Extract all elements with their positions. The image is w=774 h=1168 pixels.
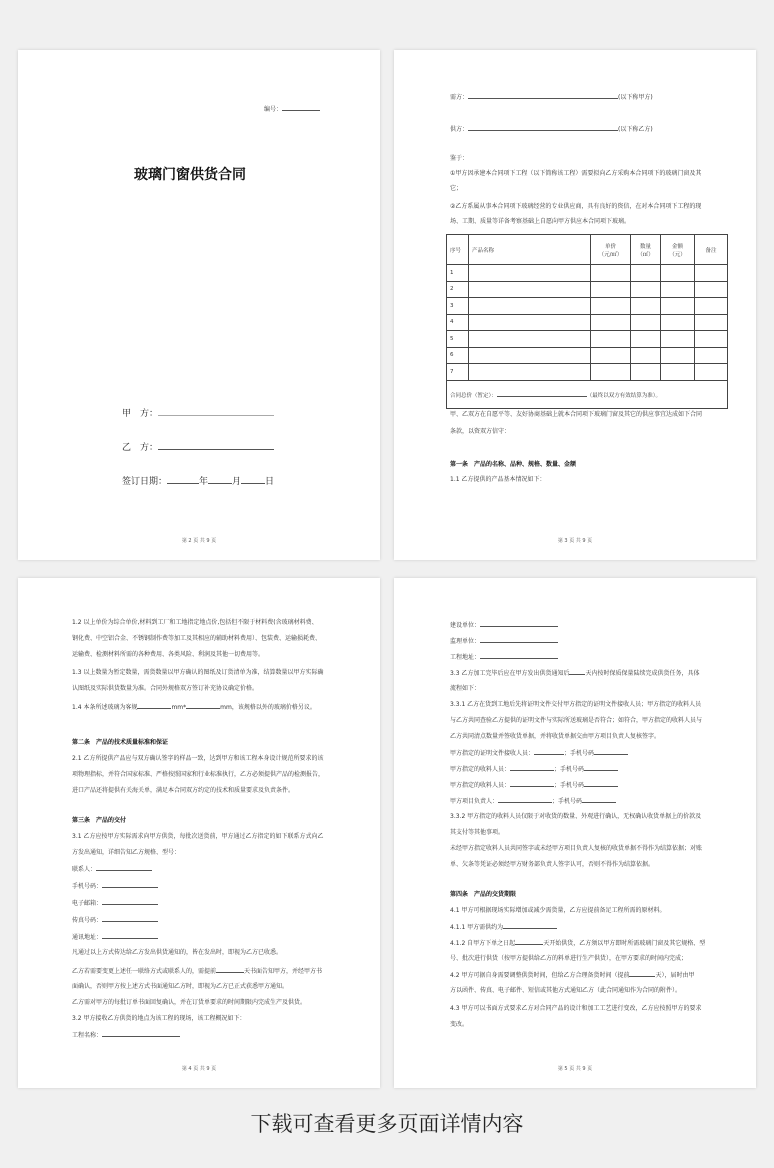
spec-line-2 <box>186 702 220 709</box>
contract-page-4 <box>394 578 756 1088</box>
row-no: 5 <box>447 331 469 348</box>
text-line: 2.1 乙方所提供产品应与双方确认签字的样品一致，达到甲方和该工程本身设计规范所要求的该 <box>72 755 324 762</box>
table-cell <box>591 281 631 298</box>
change-text-a: 乙方若需要变更上述任一联络方式或联系人的，需提前 <box>72 968 217 975</box>
email-line <box>102 898 158 905</box>
table-cell <box>469 364 591 381</box>
agreement-line2: 条款，以资双方信守： <box>450 428 511 435</box>
table-cell <box>631 298 661 315</box>
total-line <box>497 390 587 397</box>
supply-amount-label: 4.1.1 甲方需供约为 <box>450 924 504 931</box>
row-no: 4 <box>447 314 469 331</box>
total-row <box>447 380 728 408</box>
fax-label: 传真号码： <box>72 917 103 924</box>
text-line: 未经甲方指定收料人员共同签字或未经甲方项目负责人复核的收货单据不得作为结算依据；对账 <box>450 845 703 852</box>
change-row <box>72 966 322 976</box>
contact-line <box>96 864 152 871</box>
text-line: 乙方需对甲方的每批订单书面回复确认，并在订货单要求的时间期限内完成生产及供货。 <box>72 999 307 1006</box>
text-line: 3.1 乙方应按甲方实际需求向甲方供货，每批次送货前，甲方通过乙方指定的如下联系方式向乙 <box>72 833 324 840</box>
clause1-line1: ①甲方因承建本合同项下工程（以下简称该工程）需要拟向乙方采购本合同项下的玻璃门窗及其 <box>450 170 702 177</box>
table-cell <box>591 331 631 348</box>
contract-no-label: 编号： <box>264 106 283 113</box>
table-cell <box>469 298 591 315</box>
fax-row <box>72 915 158 925</box>
total-cell <box>447 380 728 408</box>
order-text-b: 天开始供货，乙方须以甲方即时所需玻璃门窗及其它规格、型 <box>543 940 706 947</box>
contract-page-3 <box>18 578 380 1088</box>
text-line: 方发出通知，详细告知乙方规格、型号： <box>72 849 181 856</box>
supplier-line <box>468 124 618 131</box>
text-line: 其支付等其他事项。 <box>450 829 505 836</box>
text-line: 流程如下： <box>450 685 481 692</box>
mobile-line <box>102 881 158 888</box>
construction-unit-row <box>450 620 558 630</box>
text-line: 钢化费、中空铝合金、不锈钢制作费等加工及其相应的辅助材料费用）、包装费、运输损耗费、 <box>72 635 322 642</box>
project-name-row <box>72 1030 180 1040</box>
mobile-label: 手机号码： <box>72 883 103 890</box>
mobile-line <box>582 796 616 803</box>
party-b-row <box>122 440 274 453</box>
table-cell <box>631 347 661 364</box>
supply-amount-line <box>503 922 557 929</box>
address-label: 通讯地址： <box>72 934 103 941</box>
table-cell <box>695 347 728 364</box>
table-cell <box>695 314 728 331</box>
table-cell <box>695 364 728 381</box>
agreement-line1: 甲、乙双方在自愿平等、友好协商基础上就本合同项下玻璃门窗及其它的供应事宜达成如下合同 <box>450 411 703 418</box>
supervision-unit-label: 监理单位： <box>450 638 481 645</box>
text-line: 单、欠条等凭证必须经甲方财务部负责人签字认可，否则不得作为结算依据。 <box>450 861 655 868</box>
supervision-unit-line <box>480 636 558 643</box>
cert-receiver-label: 甲方指定的证明文件接收人员： <box>450 750 535 757</box>
buyer-note: (以下称甲方) <box>618 94 653 101</box>
mobile-line <box>594 748 628 755</box>
table-row <box>447 364 728 381</box>
text-line: 3.3.2 甲方指定的收料人员仅限于对收货的数量、外观进行确认，无权确认收货单据上的价款及 <box>450 813 702 820</box>
receiver2-line <box>510 780 554 787</box>
spec-line-1 <box>137 702 171 709</box>
mobile-label: ；手机号码 <box>554 782 585 789</box>
party-a-row <box>122 406 274 419</box>
order-text-a: 4.1.2 自甲方下单之日起 <box>450 940 516 947</box>
receiver2-label: 甲方指定的收料人员： <box>450 782 511 789</box>
table-cell <box>469 265 591 282</box>
table-cell <box>661 281 695 298</box>
supplier-row <box>450 124 653 134</box>
supply-amount-row <box>450 922 557 932</box>
page-number: 第 4 页 共 9 页 <box>181 1066 217 1072</box>
table-row <box>447 265 728 282</box>
receiver1-line <box>510 764 554 771</box>
contract-no <box>264 104 320 114</box>
total-note: （最终以双方有效结算为准）。 <box>586 392 662 399</box>
contact-row <box>72 864 152 874</box>
row-no: 3 <box>447 298 469 315</box>
table-cell <box>591 347 631 364</box>
table-cell <box>695 281 728 298</box>
month-label: 月 <box>232 477 242 487</box>
order-days-line <box>515 938 543 945</box>
article-1-1: 1.1 乙方提供的产品基本情况如下： <box>450 476 546 483</box>
text-line: 3.3.1 乙方在货到工地后先将证明文件交付甲方指定的证明文件接收人员；甲方指定的收料人员 <box>450 701 702 708</box>
change-text-b: 天书面告知甲方，并经甲方书 <box>244 968 323 975</box>
supervision-unit-row <box>450 636 558 646</box>
cert-receiver-line <box>534 748 564 755</box>
table-cell <box>591 265 631 282</box>
supplier-note: (以下称乙方) <box>618 126 653 133</box>
spec-row <box>72 702 316 712</box>
text-line: 4.1 甲方可根据现场实际增加或减少需货量，乙方应提前备足工程所需的原材料。 <box>450 907 666 914</box>
table-cell <box>695 298 728 315</box>
delivery-days-row <box>450 668 699 678</box>
goods-table <box>446 234 728 409</box>
mobile-line <box>584 780 618 787</box>
page-number: 第 5 页 共 9 页 <box>557 1066 593 1072</box>
spec-label: 1.4 本条所述玻璃为客规 <box>72 704 138 711</box>
project-address-row <box>450 652 558 662</box>
row-no: 1 <box>447 265 469 282</box>
th-name: 产品名称 <box>469 235 591 265</box>
table-row <box>447 347 728 364</box>
text-line: 3.2 甲方接收乙方供货的地点为该工程的现场，该工程概况如下： <box>72 1015 246 1022</box>
year-label: 年 <box>199 477 209 487</box>
table-cell <box>631 281 661 298</box>
delivery-days-line <box>569 668 585 675</box>
receiver1-row <box>450 764 618 774</box>
table-cell <box>631 314 661 331</box>
receiver1-label: 甲方指定的收料人员： <box>450 766 511 773</box>
text-line: 项物理指标，并符合国家标准、严格按照国家和行业标准执行，乙方必须提供产品的检测报告， <box>72 771 325 778</box>
spec-unit: mm* <box>171 704 187 711</box>
th-price: 单价 （元/㎡） <box>591 235 631 265</box>
table-row <box>447 298 728 315</box>
text-line: 4.3 甲方可以书面方式要求乙方对合同产品的设计和加工工艺进行变改，乙方应按照甲方的要求 <box>450 1005 702 1012</box>
pm-line <box>498 796 552 803</box>
page-number: 第 3 页 共 9 页 <box>557 538 593 544</box>
buyer-label: 需方： <box>450 94 469 101</box>
table-cell <box>661 314 695 331</box>
address-line <box>102 932 158 939</box>
table-cell <box>591 298 631 315</box>
article-1-heading: 第一条 产品的名称、品种、规格、数量、金额 <box>450 461 577 468</box>
sign-date-row <box>122 474 274 487</box>
table-cell <box>591 314 631 331</box>
table-header-row <box>447 235 728 265</box>
clause2-line2: 场、工期、质量等详备考察基础上自愿向甲方供应本合同项下玻璃。 <box>450 218 631 225</box>
contract-page-2 <box>394 50 756 560</box>
text-line: 乙方共同清点数量并签收货单据，并将收货单据交由甲方项目负责人复核签字。 <box>450 733 661 740</box>
text-line: 变改。 <box>450 1021 469 1028</box>
sign-date-label: 签订日期： <box>122 477 168 487</box>
party-a-label: 甲 方： <box>122 409 159 419</box>
party-b-label: 乙 方： <box>122 443 159 453</box>
table-cell <box>631 331 661 348</box>
table-cell <box>695 331 728 348</box>
change-days-line <box>216 966 244 973</box>
row-no: 2 <box>447 281 469 298</box>
receiver2-row <box>450 780 618 790</box>
cert-receiver-row <box>450 748 628 758</box>
buyer-row <box>450 92 653 102</box>
pm-label: 甲方项目负责人： <box>450 798 499 805</box>
month-line <box>208 477 232 484</box>
table-cell <box>661 331 695 348</box>
mobile-line <box>584 764 618 771</box>
page-number: 第 2 页 共 9 页 <box>181 538 217 544</box>
fax-line <box>102 915 158 922</box>
adjust-row <box>450 970 694 980</box>
text-line: 凡通过以上方式传达给乙方发出供货通知的，皆在发出时，即视为乙方已收悉。 <box>72 949 283 956</box>
clause1-line2: 它； <box>450 185 463 192</box>
clause2-line1: ②乙方系属从事本合同项下玻璃经营的专业供应商，具有良好的资信，在对本合同项下工程的现 <box>450 203 702 210</box>
table-row <box>447 314 728 331</box>
email-label: 电子邮箱： <box>72 900 103 907</box>
table-cell <box>469 347 591 364</box>
email-row <box>72 898 158 908</box>
table-row <box>447 281 728 298</box>
text-line: 进口产品还将提供有关海关单，满足本合同双方约定的技术和质量要求及负责条件。 <box>72 787 295 794</box>
construction-unit-label: 建设单位： <box>450 622 481 629</box>
table-cell <box>661 364 695 381</box>
contact-label: 联系人： <box>72 866 97 873</box>
adjust-text-b: 天），届时由甲 <box>655 972 695 979</box>
contract-no-line <box>282 104 320 111</box>
table-row <box>447 331 728 348</box>
text-line: 方以函件、传真、电子邮件、短信或其他方式通知乙方（此合同通知作为合同的附件）。 <box>450 987 682 994</box>
pm-row <box>450 796 616 806</box>
year-line <box>167 477 199 484</box>
mobile-label: ；手机号码 <box>564 750 595 757</box>
article-4-heading: 第四条 产品的交货期限 <box>450 891 517 898</box>
spec-note: mm，该规格以外的玻璃价格另议。 <box>220 704 316 711</box>
row-no: 6 <box>447 347 469 364</box>
total-label: 合同总价（暂定）： <box>450 392 497 399</box>
article-3-heading: 第三条 产品的交付 <box>72 817 127 824</box>
text-line: 号、批次进行供货（按甲方提供给乙方的料单进行生产供货），在甲方要求的时间内完成； <box>450 955 688 962</box>
text-line: 1.3 以上数量为暂定数量，需货数量以甲方确认的图纸及订货清单为准，结算数量以甲方实际确 <box>72 669 324 676</box>
text-line: 面确认，否则甲方按上述方式书面通知乙方时，即视为乙方已正式获悉甲方通知。 <box>72 983 289 990</box>
contract-title: 玻璃门窗供货合同 <box>134 167 246 183</box>
table-cell <box>661 265 695 282</box>
order-days-row <box>450 938 705 948</box>
mobile-label: ；手机号码 <box>552 798 583 805</box>
text-line: 认图纸及实际供货数量为准。合同外规格双方签订补充协议确定价格。 <box>72 685 259 692</box>
whereas: 鉴于： <box>450 155 469 162</box>
article-2-heading: 第二条 产品的技术质量标准和保证 <box>72 739 169 746</box>
table-cell <box>695 265 728 282</box>
delivery-text-b: 天内按时保质保量陆续完成供货任务，具体 <box>585 670 700 677</box>
project-name-label: 工程名称： <box>72 1032 103 1039</box>
supplier-label: 供方： <box>450 126 469 133</box>
adjust-days-line <box>629 970 655 977</box>
table-cell <box>631 265 661 282</box>
table-cell <box>469 314 591 331</box>
day-label: 日 <box>265 477 275 487</box>
text-line: 运输费、检测材料所需的各种费用、各类风险、利润及其他一切费用等。 <box>72 651 265 658</box>
project-name-line <box>102 1030 180 1037</box>
th-remark: 备注 <box>695 235 728 265</box>
row-no: 7 <box>447 364 469 381</box>
adjust-text-a: 4.2 甲方可据自身需要调整供货时间，但给乙方合理备货时间（提前 <box>450 972 630 979</box>
table-cell <box>469 281 591 298</box>
text-line: 1.2 以上单价为综合单价,材料到工厂和工地指定地点价,包括但不限于材料费(含玻璃材料费、 <box>72 619 318 626</box>
table-cell <box>591 364 631 381</box>
buyer-line <box>468 92 618 99</box>
text-line: 与乙方共同查验乙方提供的证明文件与实际所送玻璃是否符合；如符合，甲方指定的收料人员与 <box>450 717 703 724</box>
table-cell <box>661 298 695 315</box>
download-more-caption: 下载可查看更多页面详情内容 <box>250 1112 524 1136</box>
th-amount: 金额 （元） <box>661 235 695 265</box>
mobile-label: ；手机号码 <box>554 766 585 773</box>
party-b-line <box>158 443 274 450</box>
th-qty: 数量 （㎡） <box>631 235 661 265</box>
mobile-row <box>72 881 158 891</box>
day-line <box>241 477 265 484</box>
project-address-label: 工程地址： <box>450 654 481 661</box>
project-address-line <box>480 652 558 659</box>
th-no: 序号 <box>447 235 469 265</box>
table-cell <box>631 364 661 381</box>
address-row <box>72 932 158 942</box>
table-cell <box>469 331 591 348</box>
delivery-text-a: 3.3 乙方加工完毕后应在甲方发出供货通知后 <box>450 670 570 677</box>
construction-unit-line <box>480 620 558 627</box>
table-cell <box>661 347 695 364</box>
party-a-line <box>158 409 274 416</box>
contract-page-cover <box>18 50 380 560</box>
